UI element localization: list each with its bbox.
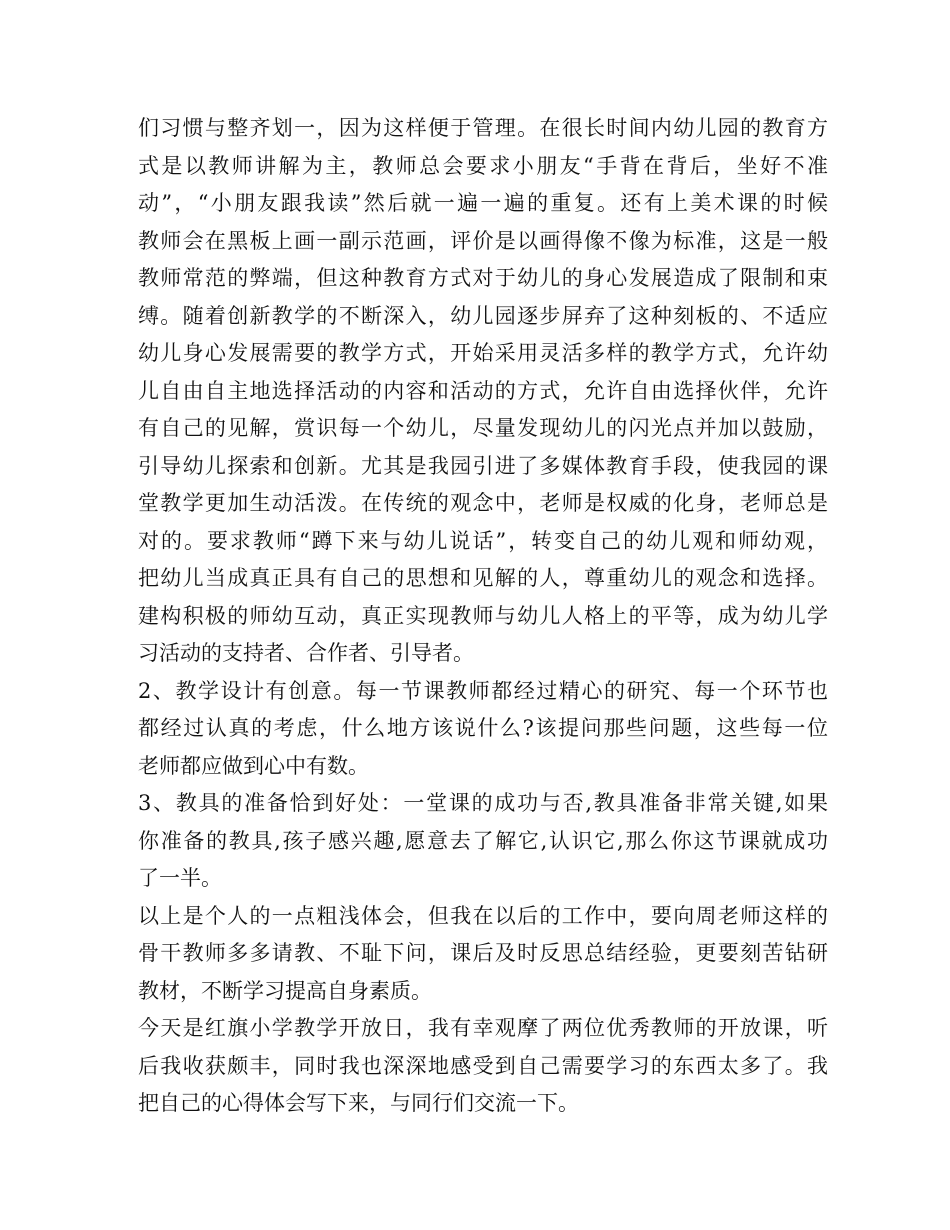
text-line: 教师常范的弊端，但这种教育方式对于幼儿的身心发展造成了限制和束 <box>138 266 828 290</box>
text-line: 儿自由自主地选择活动的内容和活动的方式，允许自由选择伙伴，允许 <box>138 378 828 403</box>
text-line: 骨干教师多多请教、不耻下问，课后及时反思总结经验，更要刻苦钻研 <box>138 941 828 965</box>
text-line: 老师都应做到心中有数。 <box>138 753 369 778</box>
text-line: 3、教具的准备恰到好处：一堂课的成功与否,教具准备非常关键,如果 <box>138 791 828 815</box>
text-line: 堂教学更加生动活泼。在传统的观念中，老师是权威的化身，老师总是 <box>138 491 828 515</box>
text-line: 动”，“小朋友跟我读”然后就一遍一遍的重复。还有上美术课的时候 <box>138 191 828 215</box>
text-line: 2、教学设计有创意。每一节课教师都经过精心的研究、每一个环节也 <box>138 678 828 703</box>
text-line: 们习惯与整齐划一，因为这样便于管理。在很长时间内幼儿园的教育方 <box>138 116 828 140</box>
text-line: 都经过认真的考虑，什么地方该说什么?该提问那些问题，这些每一位 <box>138 716 828 740</box>
document-body-text <box>138 110 828 1123</box>
text-line: 幼儿身心发展需要的教学方式，开始采用灵活多样的教学方式，允许幼 <box>138 341 828 365</box>
text-line: 有自己的见解，赏识每一个幼儿，尽量发现幼儿的闪光点并加以鼓励， <box>138 416 828 440</box>
text-line: 习活动的支持者、合作者、引导者。 <box>138 641 474 665</box>
text-line: 了一半。 <box>138 866 222 890</box>
text-line: 把幼儿当成真正具有自己的思想和见解的人，尊重幼儿的观念和选择。 <box>138 566 828 590</box>
text-line: 缚。随着创新教学的不断深入，幼儿园逐步屏弃了这种刻板的、不适应 <box>138 303 828 328</box>
text-line: 式是以教师讲解为主，教师总会要求小朋友“手背在背后，坐好不准 <box>138 153 828 178</box>
text-line: 教材，不断学习提高自身素质。 <box>138 978 432 1003</box>
text-line: 你准备的教具,孩子感兴趣,愿意去了解它,认识它,那么你这节课就成功 <box>138 828 828 853</box>
text-line: 今天是红旗小学教学开放日，我有幸观摩了两位优秀教师的开放课，听 <box>138 1016 828 1040</box>
text-line: 后我收获颇丰，同时我也深深地感受到自己需要学习的东西太多了。我 <box>138 1053 828 1078</box>
text-line: 以上是个人的一点粗浅体会，但我在以后的工作中，要向周老师这样的 <box>138 903 828 928</box>
text-line: 引导幼儿探索和创新。尤其是我园引进了多媒体教育手段，使我园的课 <box>138 453 828 478</box>
text-line: 把自己的心得体会写下来，与同行们交流一下。 <box>138 1091 579 1115</box>
text-line: 对的。要求教师“蹲下来与幼儿说话”，转变自己的幼儿观和师幼观， <box>138 528 828 553</box>
text-line: 教师会在黑板上画一副示范画，评价是以画得像不像为标准，这是一般 <box>138 228 828 253</box>
text-line: 建构积极的师幼互动，真正实现教师与幼儿人格上的平等，成为幼儿学 <box>138 603 828 628</box>
